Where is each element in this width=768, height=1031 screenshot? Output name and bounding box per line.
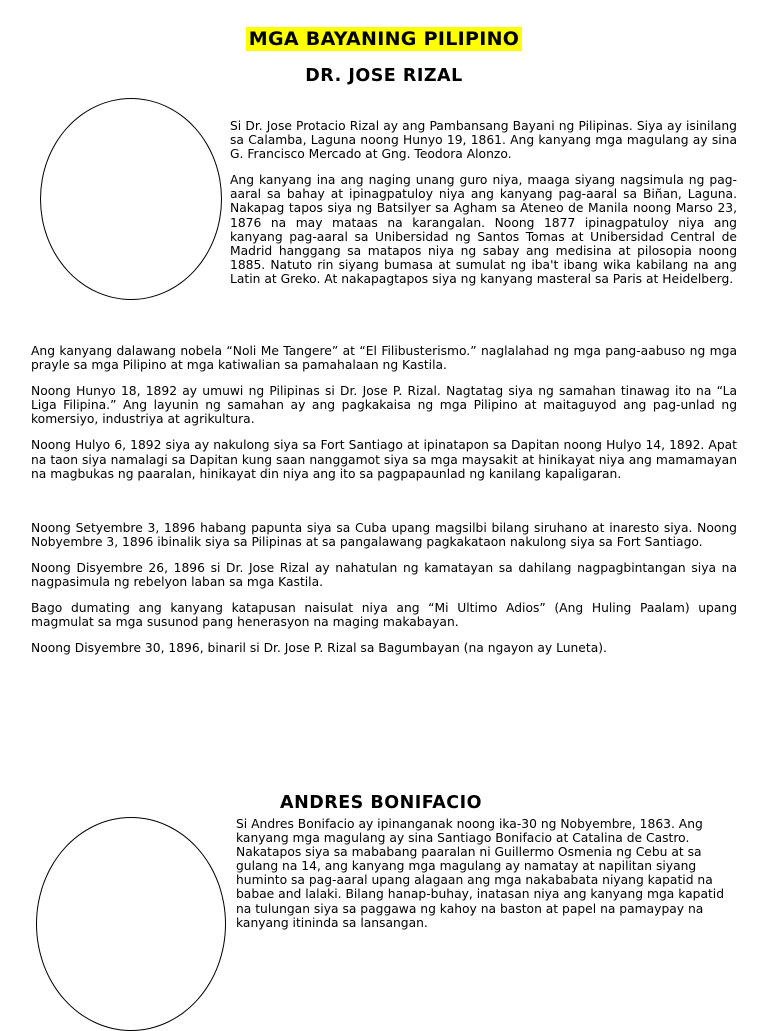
- rizal-paragraph-novels: Ang kanyang dalawang nobela “Noli Me Tangere” at “El Filibusterismo.” naglalahad ng mga pang-aabuso ng mga prayle sa mga Pilipino at mga katiwalian sa pamahalaan ng Kastila.: [31, 344, 737, 373]
- bonifacio-heading: ANDRES BONIFACIO: [280, 793, 482, 813]
- photo-wrap-spacer: [31, 119, 230, 291]
- rizal-heading: DR. JOSE RIZAL: [305, 66, 463, 86]
- bonifacio-intro-paragraph: Si Andres Bonifacio ay ipinanganak noong ika-30 ng Nobyembre, 1863. Ang kanyang mga magulang ay sina Santiago Bonifacio at Catalina de Castro. Nakatapos siya sa mababang paaralan ni Guillermo Osmenia ng Cebu at sa gulang na 14, ang kanyang mga magulang ay namatay at napilitan siyang huminto sa pag-aaral upang alagaan ang mga nakababata niyang kapatid na babae and lalaki. Bilang hanap-buhay, inatasan niya ang kanyang mga kapatid na tulungan siya sa paggawa ng kahoy na baston at papel na pamaypay na kanyang itininda sa lansangan.: [236, 817, 725, 930]
- rizal-intro-paragraph-2: Ang kanyang ina ang naging unang guro niya, maaga siyang nagsimula ng pag-aaral sa bahay at ipinagpatuloy niya ang kanyang pag-aaral sa Biñan, Laguna. Nakapag tapos siya ng Batsilyer sa Agham sa Ateneo de Manila noong Marso 23, 1876 na may mataas na karangalan. Noong 1877 ipinagpatuloy niya ang kanyang pag-aaral sa Unibersidad ng Santos Tomas at Unibersidad Central de Madrid hanggang sa matapos niya ng sabay ang medisina at pilosopia noong 1885. Natuto rin siyang bumasa at sumulat ng iba't ibang wika kabilang na ang Latin at Greko. At nakapagtapos siya ng kanyang masteral sa Paris at Heidelberg.: [230, 173, 737, 286]
- rizal-paragraph-cuba: Noong Setyembre 3, 1896 habang papunta siya sa Cuba upang magsilbi bilang siruhano at inaresto siya. Noong Nobyembre 3, 1896 ibinalik siya sa Pilipinas at sa pangalawang pagkakataon nakulong siya sa Fort Santiago.: [31, 520, 737, 549]
- page-title: MGA BAYANING PILIPINO: [246, 27, 522, 51]
- bonifacio-photo-placeholder: [36, 817, 226, 1031]
- title-container: [0, 27, 768, 51]
- rizal-intro-paragraph-1: Si Dr. Jose Protacio Rizal ay ang Pambansang Bayani ng Pilipinas. Siya ay isinilang sa Calamba, Laguna noong Hunyo 19, 1861. Ang kanyang mga magulang ay sina G. Francisco Mercado at Gng. Teodora Alonzo.: [230, 119, 737, 162]
- rizal-paragraph-ultimo-adios: Bago dumating ang kanyang katapusan naisulat niya ang “Mi Ultimo Adios” (Ang Huling Paalam) upang magmulat sa mga susunod pang henerasyon na maging makabayan.: [31, 601, 737, 630]
- rizal-paragraph-execution: Noong Disyembre 30, 1896, binaril si Dr. Jose P. Rizal sa Bagumbayan (na ngayon ay Luneta).: [31, 641, 607, 656]
- rizal-paragraph-la-liga: Noong Hunyo 18, 1892 ay umuwi ng Pilipinas si Dr. Jose P. Rizal. Nagtatag siya ng samahan tinawag ito na “La Liga Filipina.” Ang layunin ng samahan ay ang pagkakaisa ng mga Pilipino at maitaguyod ang pag-unlad ng komersiyo, industriya at agrikultura.: [31, 384, 737, 427]
- bonifacio-intro: [236, 817, 736, 930]
- rizal-paragraph-dapitan: Noong Hulyo 6, 1892 siya ay nakulong siya sa Fort Santiago at ipinatapon sa Dapitan noong Hulyo 14, 1892. Apat na taon siya namalagi sa Dapitan kung saan nanggamot siya sa mga maysakit at hinikayat niya ang mamamayan na magbukas ng paaralan, hinikayat din niya ang ito sa pagpapaunlad ng kanilang kapaligaran.: [31, 438, 737, 481]
- rizal-body: [31, 344, 737, 667]
- rizal-paragraph-sentence: Noong Disyembre 26, 1896 si Dr. Jose Rizal ay nahatulan ng kamatayan sa dahilang nagpagbintangan siya na nagpasimula ng rebelyon laban sa mga Kastila.: [31, 560, 737, 590]
- rizal-intro: [31, 119, 737, 298]
